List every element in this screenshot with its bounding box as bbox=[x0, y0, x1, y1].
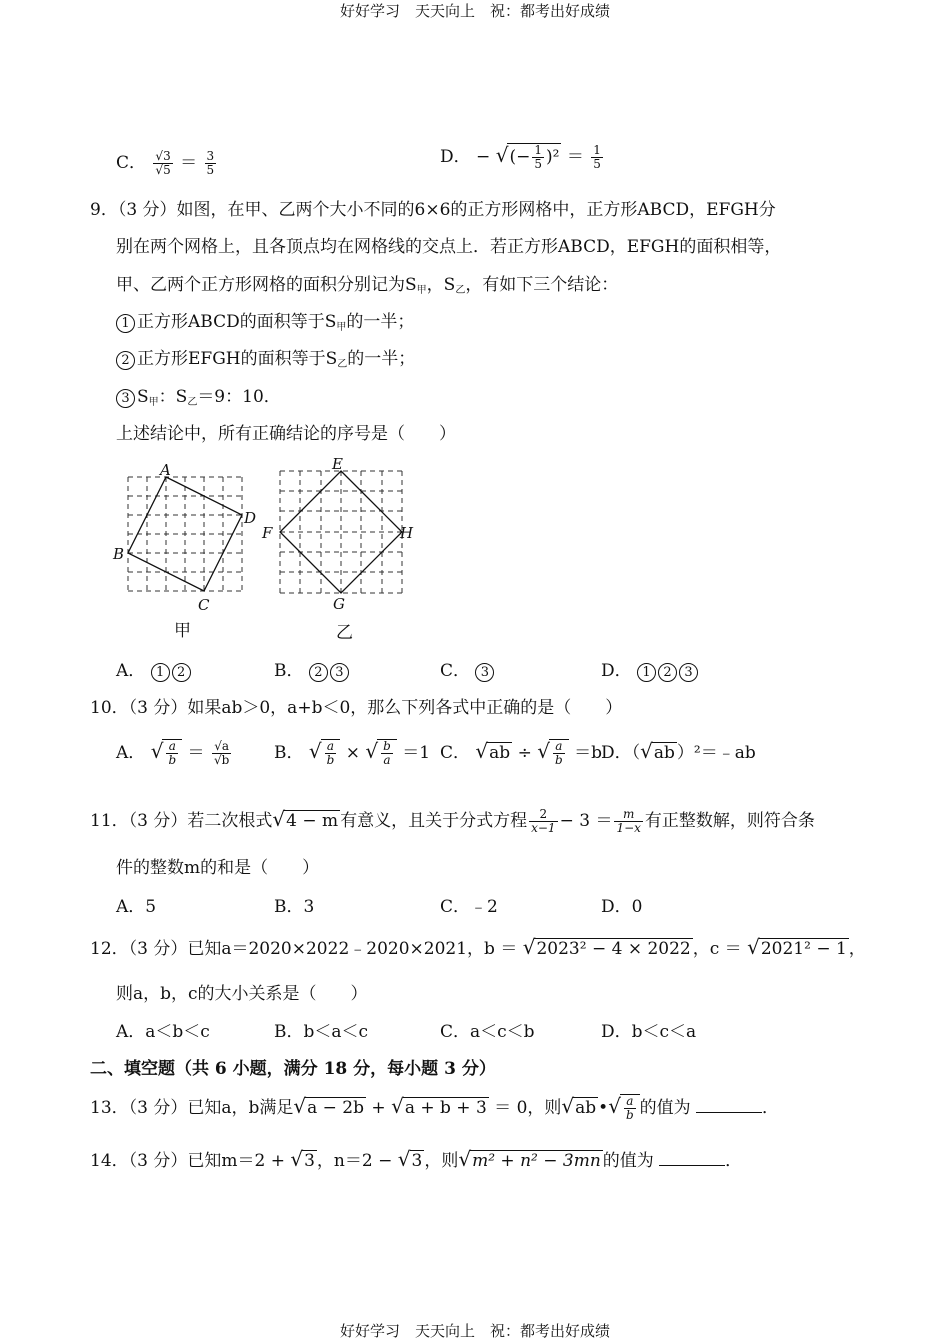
q11-stem-line2: 件的整数m的和是（ ） bbox=[116, 858, 320, 878]
q10-option-c: C． √ab ÷ √ $\frac{a}{b}$ ＝b bbox=[440, 739, 602, 767]
q11-option-c: C．﹣2 bbox=[440, 897, 498, 917]
q12-option-b: B．b＜a＜c bbox=[274, 1022, 369, 1042]
q11-option-a: A．5 bbox=[116, 897, 157, 917]
q11-option-b: B．3 bbox=[274, 897, 315, 917]
page-header: 好好学习 天天向上 祝：都考出好成绩 bbox=[339, 2, 610, 20]
answer-blank[interactable] bbox=[696, 1098, 762, 1113]
q13-stem: 13．（3 分）已知a，b满足√a − 2b + √a + b + 3 ＝ 0，则√ab •√ $\frac{a}{b}$ 的值为 ． bbox=[90, 1094, 780, 1122]
label-b: B bbox=[113, 545, 125, 563]
caption-jia: 甲 bbox=[174, 621, 191, 641]
label-h: H bbox=[400, 524, 414, 542]
q9-option-d: D． 1 2 3 bbox=[601, 656, 700, 682]
q9-stem-line2: 别在两个网格上，且各顶点均在网格线的交点上．若正方形ABCD，EFGH的面积相等， bbox=[116, 237, 782, 257]
caption-yi: 乙 bbox=[336, 623, 353, 643]
grid-yi bbox=[280, 471, 402, 593]
option-label: C． bbox=[116, 153, 147, 173]
section-title: 二、填空题（共 6 小题，满分 18 分，每小题 3 分） bbox=[90, 1059, 496, 1079]
label-g: G bbox=[333, 595, 345, 613]
label-c: C bbox=[198, 596, 210, 614]
q11-stem-line1: 11．（3 分）若二次根式√4 − m 有意义，且关于分式方程 $\frac{2}{x-1}$ − 3 ＝ $\frac{m}{1-x}$ 有正整数解，则符合条 bbox=[90, 807, 815, 835]
q9-conclusion-1: 1 正方形ABCD的面积等于$S_甲$的一半； bbox=[116, 307, 414, 333]
circled-number: 2 bbox=[116, 351, 135, 370]
fraction: $\frac{3}{5}$ bbox=[206, 149, 215, 177]
label-e: E bbox=[332, 455, 343, 473]
q10-option-a: A． √ $\frac{a}{b}$ ＝ $\frac{√a}{√b}$ bbox=[116, 739, 230, 767]
fraction: $\frac{√3}{√5}$ bbox=[155, 149, 171, 177]
circled-number: 1 bbox=[116, 314, 135, 333]
label-f: F bbox=[262, 524, 273, 542]
answer-blank[interactable] bbox=[659, 1151, 725, 1166]
q12-option-c: C．a＜c＜b bbox=[440, 1022, 535, 1042]
q14-stem: 14．（3 分）已知m＝2 + √3 ，n＝2 − √3 ，则√m² + n² − 3mn 的值为 ． bbox=[90, 1147, 743, 1171]
q9-question: 上述结论中，所有正确结论的序号是（ ） bbox=[116, 424, 456, 444]
q9-option-c: C． 3 bbox=[440, 656, 496, 682]
q9-figure bbox=[108, 455, 428, 645]
fraction: $\frac{1}{5}$ bbox=[593, 143, 601, 171]
q12-stem-line2: 则a，b，c的大小关系是（ ） bbox=[116, 984, 368, 1004]
q10-option-b: B． √ $\frac{a}{b}$ × √ $\frac{b}{a}$ ＝1 bbox=[274, 739, 431, 767]
q12-option-a: A．a＜b＜c bbox=[116, 1022, 210, 1042]
q9-conclusion-3: 3 $S_甲$：$S_乙=9$：10． bbox=[116, 382, 281, 408]
q11-option-d: D．0 bbox=[601, 897, 643, 917]
label-d: D bbox=[244, 509, 257, 527]
q12-stem-line1: 12．（3 分）已知a＝2020×2022﹣2020×2021，b ＝ √2023² − 4 × 2022 ，c ＝ √2021² − 1 ， bbox=[90, 935, 866, 959]
page-footer: 好好学习 天天向上 祝：都考出好成绩 bbox=[339, 1322, 610, 1340]
q9-option-a: A． 1 2 bbox=[116, 656, 193, 682]
q9-conclusion-2: 2 正方形EFGH的面积等于$S_乙$的一半； bbox=[116, 344, 415, 370]
q10-stem: 10．（3 分）如果ab＞0，a+b＜0，那么下列各式中正确的是（ ） bbox=[90, 698, 623, 718]
grid-jia bbox=[128, 477, 242, 591]
radical-sign: √ bbox=[495, 143, 509, 167]
q8-option-c: C． $\frac{√3}{√5}$ ＝ $\frac{3}{5}$ bbox=[116, 149, 215, 177]
q9-option-b: B． 2 3 bbox=[274, 656, 351, 682]
q12-option-d: D．b＜c＜a bbox=[601, 1022, 697, 1042]
q9-stem-line1: 9．（3 分）如图，在甲、乙两个大小不同的6×6的正方形网格中，正方形ABCD，EFGH分 bbox=[90, 200, 776, 220]
q9-stem-line3: 甲、乙两个正方形网格的面积分别记为$S_甲$，$S_乙$，有如下三个结论： bbox=[116, 275, 619, 296]
circled-number: 3 bbox=[116, 389, 135, 408]
label-a: A bbox=[160, 461, 171, 479]
q8-option-d: D． − √(− $\frac{1}{5}$ )² ＝ $\frac{1}{5}$ bbox=[440, 143, 601, 171]
q10-option-d: D．（√ab ）²＝﹣ab bbox=[601, 739, 756, 763]
